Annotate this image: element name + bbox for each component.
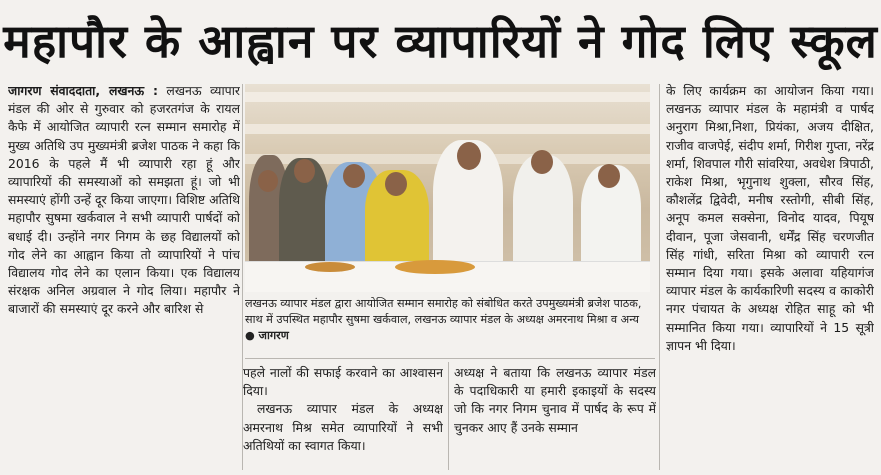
ceiling-beam xyxy=(245,124,650,134)
right-paragraph: के लिए कार्यक्रम का आयोजन किया गया। लखनऊ व्यापार मंडल के महामंत्री व पार्षद अनुराग मिश्रा,निशा, प्रियंका, अजय दीक्षित, राजीव वाजपेई, संदीप शर्मा, गिरीश गुप्ता, नरेंद्र शर्मा, शिवपाल गौरी सांवरिया, अवधेश त्रिपाठी, राकेश मिश्रा, भृगुनाथ शुक्ला, सौरव सिंह, कौशलेंद्र द्विवेदी, मनीष रस्तोगी, सीबी सिंह, अनूप कमल सक्सेना, विनोद यादव, पियूष दीवान, पूजा जेसवानी, धर्मेंद्र सिंह चरणजीत सिंह गांधी, सरिता मिश्रा को व्यापारी रत्न सम्मान दिया गया। इसके अलावा यहियागंज व्यापार मंडल के कार्यकारिणी सदस्य व काकोरी नगर पंचायत के अध्यक्ष रोहित साहू को भी सम्मानित किया गया। व्यापारियों ने 15 सूत्री ज्ञापन भी दिया। xyxy=(666,83,874,353)
caption-text: लखनऊ व्यापार मंडल द्वारा आयोजित सम्मान समारोह को संबोधित करते उपमुख्यमंत्री ब्रजेश पाठक, साथ में उपस्थित महापौर सुषमा खर्कवाल, लखनऊ व्यापार मंडल के अध्यक्ष अमरनाथ मिश्रा व अन्य xyxy=(245,297,642,326)
person-head xyxy=(385,172,407,196)
person-head xyxy=(457,142,481,170)
sweets-plate xyxy=(395,260,475,274)
person-head xyxy=(531,150,553,174)
middle1-paragraph: लखनऊ व्यापार मंडल के अध्यक्ष अमरनाथ मिश्र समेत व्यापारियों ने सभी अतिथियों का स्वागत किया। xyxy=(243,401,443,453)
middle2-paragraph: अध्यक्ष ने बताया कि लखनऊ व्यापार मंडल के पदाधिकारी या हमारी इकाइयों के सदस्य जो कि नगर निगम चुनाव में पार्षद के रूप में चुनकर आए हैं उनके सम्मान xyxy=(454,365,656,435)
ceiling-beam xyxy=(245,92,650,102)
event-photo xyxy=(245,84,650,292)
right-column xyxy=(666,82,874,472)
left-column xyxy=(8,82,240,472)
left-paragraph xyxy=(8,82,240,319)
headline: महापौर के आह्वान पर व्यापारियों ने गोद लिए स्कूल xyxy=(3,14,878,68)
person-head xyxy=(294,159,315,183)
byline: जागरण संवाददाता, लखनऊ : xyxy=(8,83,158,98)
left-paragraph-text: लखनऊ व्यापार मंडल की ओर से गुरुवार को हजरतगंज के रायल कैफे में आयोजित व्यापारी रत्न सम्मान समारोह में मुख्य अतिथि उप मुख्यमंत्री ब्रजेश पाठक ने कहा कि 2016 के पहले मैं भी व्यापारी रहा हूं और व्यापारियों की समस्याओं को समझता हूं। जो भी समस्याएं होंगी उन्हें दूर किया जाएगा। विशिष्ट अतिथि महापौर सुषमा खर्कवाल ने सभी व्यापारी पार्षदों को बधाई दी। उन्होंने नगर निगम के छह विद्यालयों को गोद लेने का आह्वान किया तो व्यापारियों ने पांच विद्यालय गोद लेने का एलान किया। एक विद्यालय संरक्षक अनिल अग्रवाल ने गोद लिया। महापौर ने बाजारों की समस्याएं दूर करने और बारिश से xyxy=(8,83,240,317)
person-head xyxy=(598,164,620,188)
sweets-plate xyxy=(305,262,355,272)
middle1-paragraph: पहले नालों की सफाई करवाने का आश्वासन दिया। xyxy=(243,365,443,399)
photo-credit: ● जागरण xyxy=(245,329,289,342)
person-head xyxy=(343,164,365,188)
person-head xyxy=(258,170,278,192)
caption-divider xyxy=(245,358,655,359)
middle-column-1 xyxy=(243,364,443,472)
middle-column-2 xyxy=(454,364,656,472)
column-divider xyxy=(659,84,660,470)
photo-caption xyxy=(245,296,652,344)
column-divider xyxy=(448,362,449,470)
